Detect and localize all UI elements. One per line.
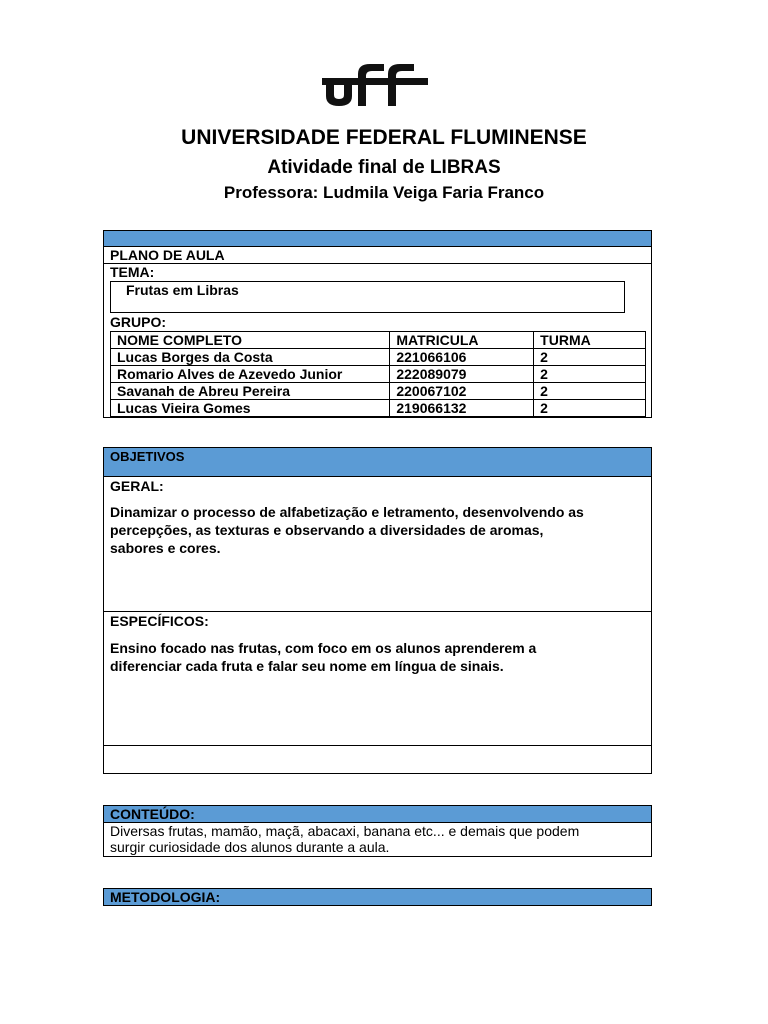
especificos-line-1: Ensino focado nas frutas, com foco em os alunos aprenderem a <box>110 640 537 656</box>
row-matricula: 219066132 <box>390 400 534 417</box>
plano-header-bar <box>104 231 651 247</box>
col-header-nome: NOME COMPLETO <box>111 332 390 349</box>
row-nome: Lucas Vieira Gomes <box>111 400 390 417</box>
row-turma: 2 <box>534 349 646 366</box>
tema-label: TEMA: <box>110 264 155 280</box>
activity-title: Atividade final de LIBRAS <box>267 157 501 178</box>
row-nome: Romario Alves de Azevedo Junior <box>111 366 390 383</box>
group-table <box>110 331 646 417</box>
row-matricula: 220067102 <box>390 383 534 400</box>
geral-label: GERAL: <box>110 478 164 494</box>
table-row <box>111 366 646 383</box>
metodologia-title: METODOLOGIA: <box>110 889 221 905</box>
divider <box>103 611 652 612</box>
professor-line: Professora: Ludmila Veiga Faria Franco <box>223 183 545 202</box>
table-row <box>111 400 646 417</box>
row-nome: Savanah de Abreu Pereira <box>111 383 390 400</box>
divider <box>103 745 652 746</box>
conteudo-line-1: Diversas frutas, mamão, maçã, abacaxi, banana etc... e demais que podem <box>110 823 580 839</box>
objetivos-title: OBJETIVOS <box>110 449 185 464</box>
row-turma: 2 <box>534 400 646 417</box>
conteudo-title: CONTEÚDO: <box>110 806 195 822</box>
geral-line-3: sabores e cores. <box>110 540 221 556</box>
table-row <box>111 349 646 366</box>
grupo-label: GRUPO: <box>110 314 166 330</box>
geral-line-1: Dinamizar o processo de alfabetização e letramento, desenvolvendo as <box>110 504 584 520</box>
row-turma: 2 <box>534 383 646 400</box>
objetivos-header-bar <box>104 448 651 477</box>
col-header-matricula: MATRICULA <box>390 332 534 349</box>
row-turma: 2 <box>534 366 646 383</box>
conteudo-line-2: surgir curiosidade dos alunos durante a aula. <box>110 839 390 855</box>
col-header-turma: TURMA <box>534 332 646 349</box>
tema-value: Frutas em Libras <box>126 282 239 298</box>
table-header-row <box>111 332 646 349</box>
plano-title: PLANO DE AULA <box>110 247 225 263</box>
row-nome: Lucas Borges da Costa <box>111 349 390 366</box>
especificos-line-2: diferenciar cada fruta e falar seu nome em língua de sinais. <box>110 658 504 674</box>
row-matricula: 222089079 <box>390 366 534 383</box>
geral-line-2: percepções, as texturas e observando a diversidades de aromas, <box>110 522 544 538</box>
uff-logo <box>322 62 430 110</box>
especificos-label: ESPECÍFICOS: <box>110 613 209 629</box>
table-row <box>111 383 646 400</box>
row-matricula: 221066106 <box>390 349 534 366</box>
university-title: UNIVERSIDADE FEDERAL FLUMINENSE <box>181 126 587 149</box>
